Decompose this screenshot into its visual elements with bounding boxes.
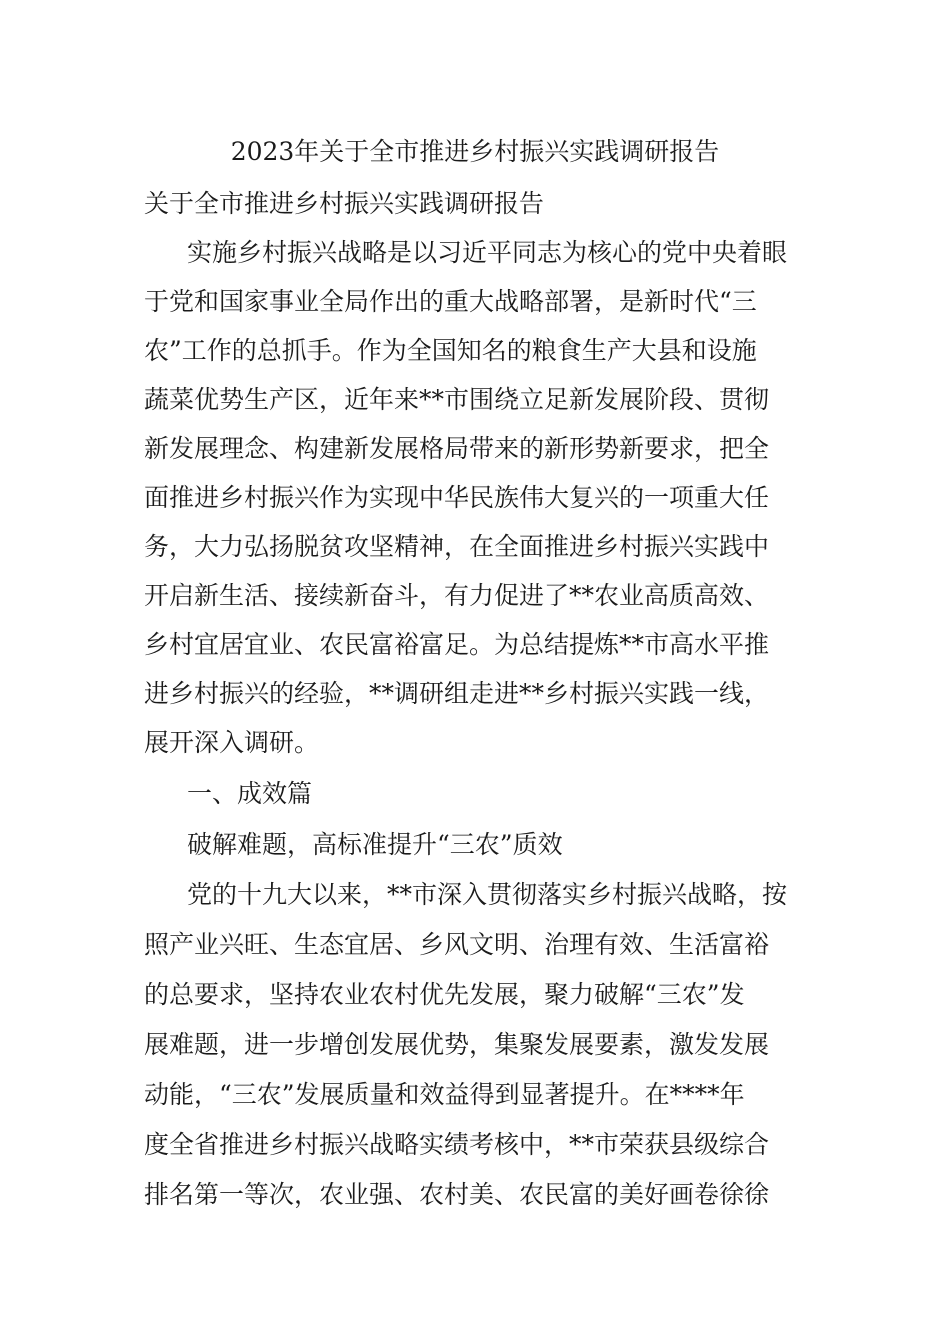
document-subtitle: 关于全市推进乡村振兴实践调研报告: [144, 189, 545, 218]
paragraph-1-line-6: 面推进乡村振兴作为实现中华民族伟大复兴的一项重大任: [144, 483, 770, 512]
paragraph-2-line-7: 排名第一等次，农业强、农村美、农民富的美好画卷徐徐: [144, 1180, 770, 1209]
section-heading: 一、成效篇: [187, 779, 313, 808]
paragraph-1-line-4: 蔬菜优势生产区，近年来**市围绕立足新发展阶段、贯彻: [144, 385, 770, 414]
document-title: 2023年关于全市推进乡村振兴实践调研报告: [230, 137, 720, 166]
paragraph-2-line-1: 党的十九大以来，**市深入贯彻落实乡村振兴战略，按: [187, 880, 788, 909]
paragraph-1-line-7: 务，大力弘扬脱贫攻坚精神，在全面推进乡村振兴实践中: [144, 532, 770, 561]
paragraph-2-line-2: 照产业兴旺、生态宜居、乡风文明、治理有效、生活富裕: [144, 930, 770, 959]
paragraph-1-line-2: 于党和国家事业全局作出的重大战略部署，是新时代“三: [144, 287, 757, 316]
paragraph-2-line-5: 动能，“三农”发展质量和效益得到显著提升。在****年: [144, 1080, 745, 1109]
paragraph-1-line-11: 展开深入调研。: [144, 728, 320, 757]
paragraph-2-line-4: 展难题，进一步增创发展优势，集聚发展要素，激发发展: [144, 1030, 770, 1059]
sub-heading: 破解难题，高标准提升“三农”质效: [187, 830, 563, 859]
paragraph-1-line-8: 开启新生活、接续新奋斗，有力促进了**农业高质高效、: [144, 581, 770, 610]
paragraph-2-line-6: 度全省推进乡村振兴战略实绩考核中，**市荣获县级综合: [144, 1130, 770, 1159]
paragraph-1-line-10: 进乡村振兴的经验，**调研组走进**乡村振兴实践一线，: [144, 679, 770, 708]
paragraph-1-line-3: 农”工作的总抓手。作为全国知名的粮食生产大县和设施: [144, 336, 757, 365]
paragraph-1-line-1: 实施乡村振兴战略是以习近平同志为核心的党中央着眼: [187, 238, 788, 267]
paragraph-2-line-3: 的总要求，坚持农业农村优先发展，聚力破解“三农”发: [144, 980, 745, 1009]
paragraph-1-line-9: 乡村宜居宜业、农民富裕富足。为总结提炼**市高水平推: [144, 630, 770, 659]
paragraph-1-line-5: 新发展理念、构建新发展格局带来的新形势新要求，把全: [144, 434, 770, 463]
